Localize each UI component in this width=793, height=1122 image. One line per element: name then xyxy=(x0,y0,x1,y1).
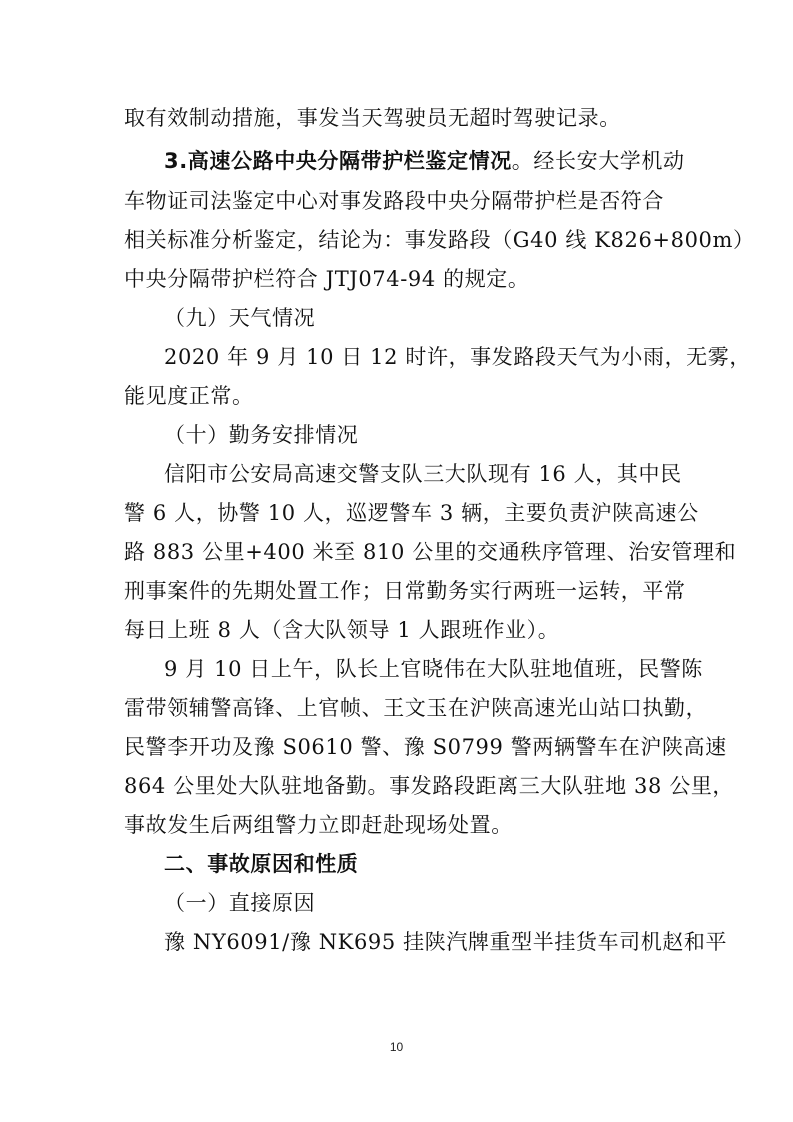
paragraph-line: 中央分隔带护栏符合 JTJ074-94 的规定。 xyxy=(124,267,530,291)
paragraph-line: 雷带领辅警高锋、上官帧、王文玉在沪陕高速光山站口执勤， xyxy=(124,696,708,720)
paragraph-line: 9 月 10 日上午，队长上官晓伟在大队驻地值班，民警陈 xyxy=(164,657,703,681)
paragraph-line: 取有效制动措施，事发当天驾驶员无超时驾驶记录。 xyxy=(124,106,621,130)
subsection-title-guardrail: 3.高速公路中央分隔带护栏鉴定情况 xyxy=(164,149,512,173)
paragraph-line: 信阳市公安局高速交警支队三大队现有 16 人，其中民 xyxy=(164,462,682,486)
paragraph-line: 民警李开功及豫 S0610 警、豫 S0799 警两辆警车在沪陕高速 xyxy=(124,735,727,759)
paragraph-line: 豫 NY6091/豫 NK695 挂陕汽牌重型半挂货车司机赵和平 xyxy=(164,930,728,954)
page-number: 10 xyxy=(389,1040,404,1054)
paragraph-line: 事故发生后两组警力立即赶赴现场处置。 xyxy=(124,813,513,837)
paragraph-text: 。经长安大学机动 xyxy=(511,149,685,173)
subsection-heading-direct-cause: （一）直接原因 xyxy=(164,891,316,915)
paragraph-line: 864 公里处大队驻地备勤。事发路段距离三大队驻地 38 公里， xyxy=(124,774,735,798)
paragraph-line: 每日上班 8 人（含大队领导 1 人跟班作业）。 xyxy=(124,618,560,642)
paragraph-line: 警 6 人，协警 10 人，巡逻警车 3 辆，主要负责沪陕高速公 xyxy=(124,501,699,525)
paragraph-line: 车物证司法鉴定中心对事发路段中央分隔带护栏是否符合 xyxy=(124,189,664,213)
subsection-heading-weather: （九）天气情况 xyxy=(164,306,316,330)
section-paragraph-guardrail xyxy=(164,146,685,176)
paragraph-line: 能见度正常。 xyxy=(124,384,254,408)
subsection-heading-duty: （十）勤务安排情况 xyxy=(164,423,359,447)
section-heading-cause: 二、事故原因和性质 xyxy=(164,852,359,876)
paragraph-line: 相关标准分析鉴定，结论为：事发路段（G40 线 K826+800m） xyxy=(124,228,755,252)
paragraph-line: 路 883 公里+400 米至 810 公里的交通秩序管理、治安管理和 xyxy=(124,540,737,564)
paragraph-line: 2020 年 9 月 10 日 12 时许，事发路段天气为小雨，无雾， xyxy=(164,345,751,369)
paragraph-line: 刑事案件的先期处置工作；日常勤务实行两班一运转，平常 xyxy=(124,579,686,603)
